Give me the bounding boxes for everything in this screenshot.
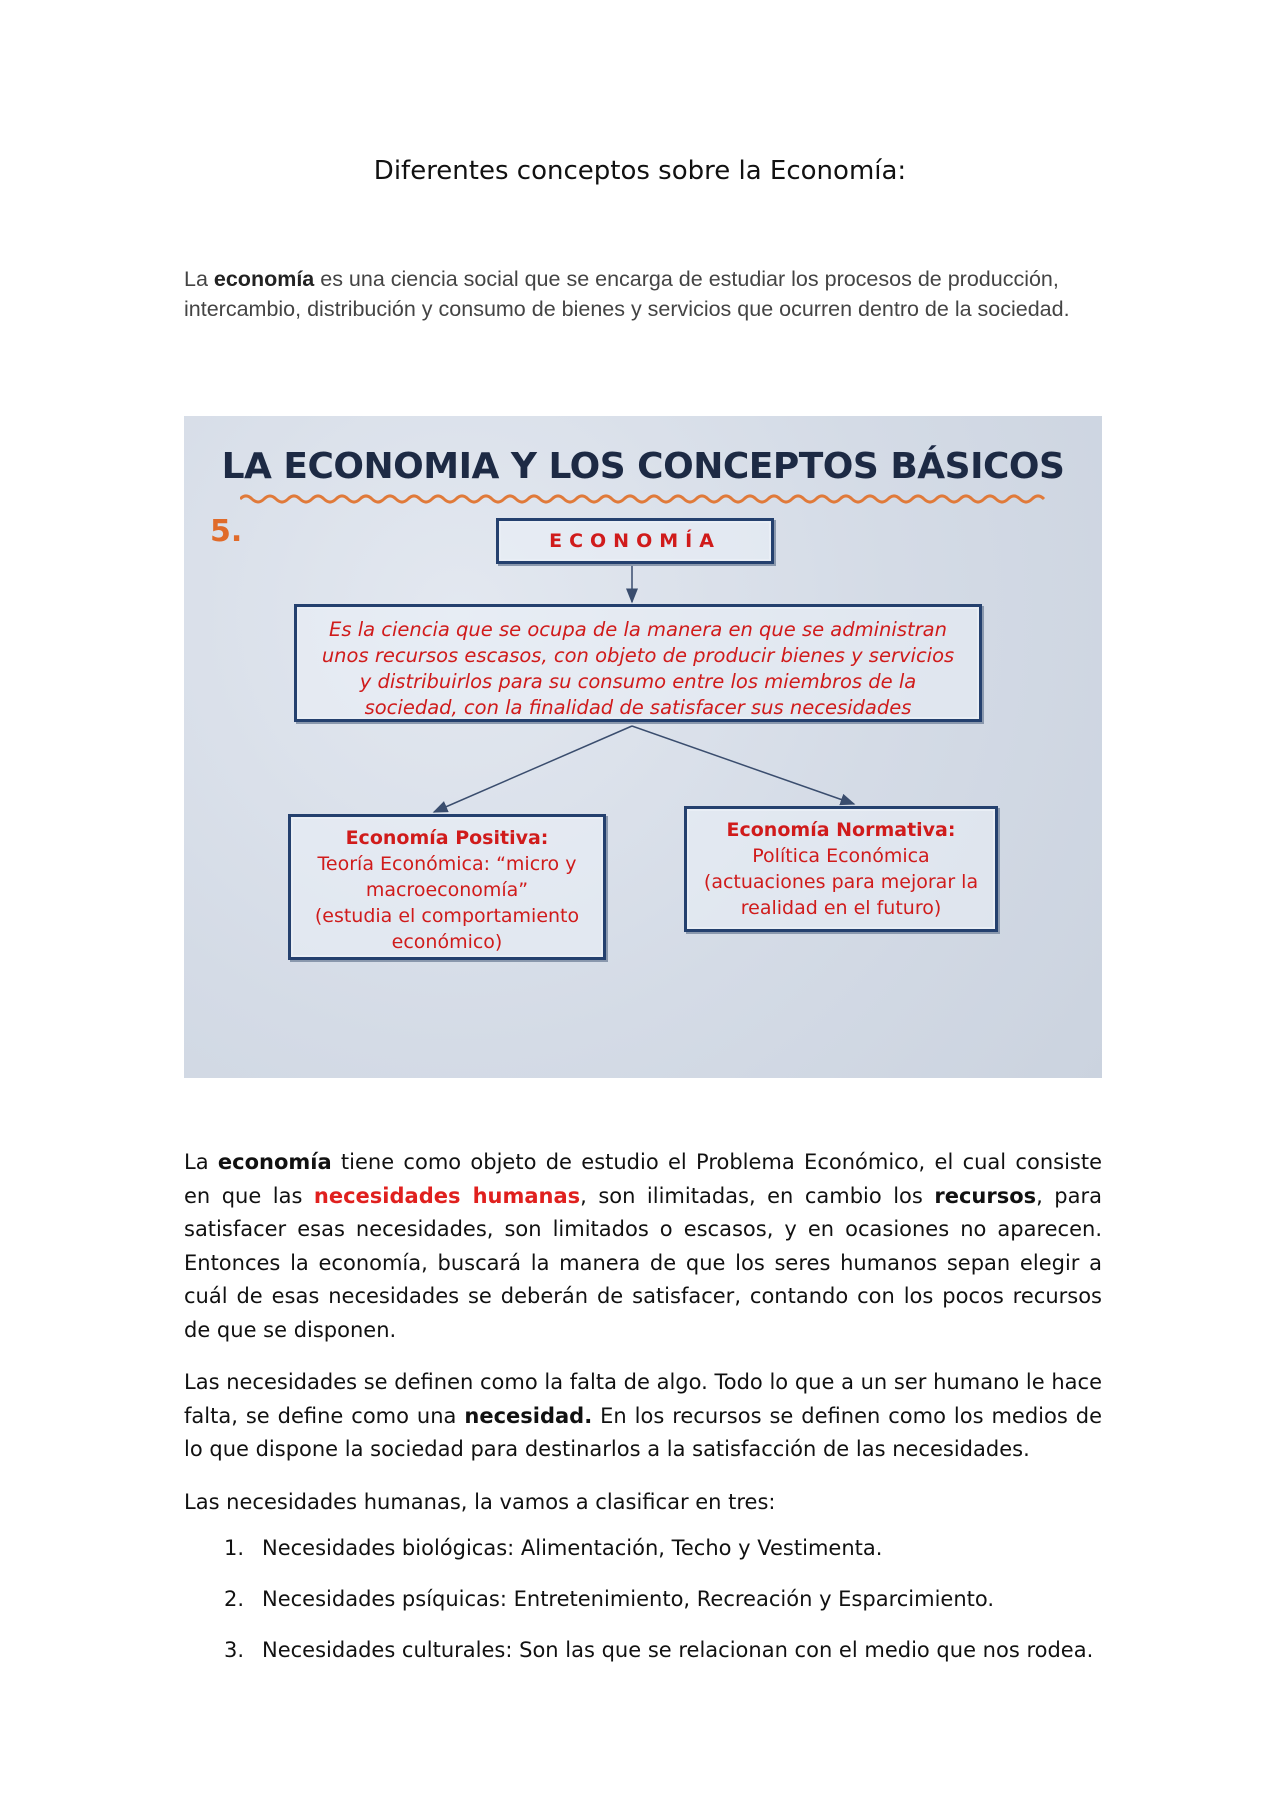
list-item: 2. Necesidades psíquicas: Entretenimiento, Recreación y Esparcimiento.	[224, 1587, 995, 1611]
document-title: Diferentes conceptos sobre la Economía:	[373, 156, 907, 186]
intro-paragraph: La economía es una ciencia social que se encarga de estudiar los procesos de producción, intercambio, distribución y consumo de bienes y servicios que ocurren dentro de la sociedad.	[184, 267, 1070, 321]
list-item: 1. Necesidades biológicas: Alimentación, Techo y Vestimenta.	[224, 1536, 883, 1560]
paragraph-economic-problem: La economía tiene como objeto de estudio el Problema Económico, el cual consiste en que las necesidades humanas, son ilimitadas, en cambio los recursos, para satisfacer esas necesidades, son limitados o escasos, y en ocasiones no aparecen. Entonces la economía, buscará la manera de que los seres humanos sepan elegir a cuál de esas necesidades se deberán de satisfacer, contando con los pocos recursos de que se disponen.	[184, 1150, 1103, 1342]
paragraph-needs-definition: Las necesidades se definen como la falta de algo. Todo lo que a un ser humano le hace falta, se define como una necesidad. En los recursos se definen como los medios de lo que dispone la sociedad para destinarlos a la satisfacción de las necesidades.	[184, 1370, 1102, 1461]
list-item: 3. Necesidades culturales: Son las que se relacionan con el medio que nos rodea.	[224, 1638, 1094, 1662]
figure-number: 5.	[210, 514, 243, 549]
paragraph-needs-classification: Las necesidades humanas, la vamos a clasificar en tres:	[184, 1490, 776, 1514]
normative-economy-box: Economía Normativa: Política Económica (actuaciones para mejorar la realidad en el futuro)	[684, 806, 998, 932]
economia-box: ECONOMÍA	[496, 518, 774, 564]
normative-heading: Economía Normativa:	[726, 819, 956, 841]
positive-economy-box: Economía Positiva: Teoría Económica: “micro y macroeconomía” (estudia el comportamiento económico)	[288, 814, 606, 960]
figure-title: LA ECONOMIA Y LOS CONCEPTOS BÁSICOS	[221, 446, 1065, 487]
definition-box: Es la ciencia que se ocupa de la manera en que se administran unos recursos escasos, con objeto de producir bienes y servicios y distribuirlos para su consumo entre los miembros de la sociedad, con la finalidad de satisfacer sus necesidades	[294, 604, 982, 722]
diagram-arrows	[184, 416, 1102, 1078]
highlight-necesidades-humanas: necesidades humanas	[313, 1183, 581, 1208]
economy-concepts-figure	[184, 416, 1102, 1078]
intro-bold-term: economía	[213, 267, 315, 291]
positive-heading: Economía Positiva:	[345, 827, 549, 849]
needs-list	[184, 1532, 1102, 1685]
